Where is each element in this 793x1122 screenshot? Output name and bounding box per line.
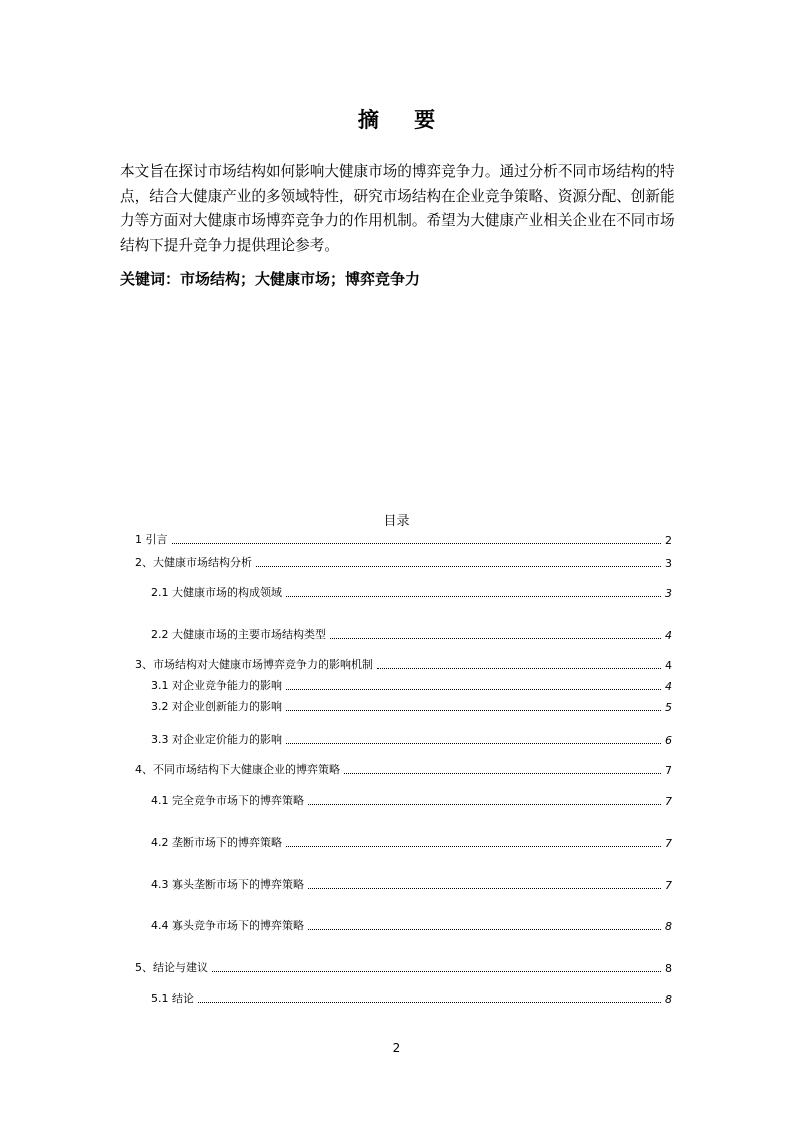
toc-entry-page: 3 [665,587,672,600]
toc-entry-label: 4.3 寡头垄断市场下的博弈策略 [151,878,304,891]
toc-entry-page: 4 [665,659,672,672]
page-number: 2 [392,1041,401,1055]
toc-leader [308,928,661,930]
toc-leader [308,887,661,889]
toc-entry-label: 3、市场结构对大健康市场博弈竞争力的影响机制 [135,658,373,671]
toc-entry-label: 3.2 对企业创新能力的影响 [151,700,282,713]
toc-entry-label: 4.4 寡头竞争市场下的博弈策略 [151,919,304,932]
toc-entry-label: 4、不同市场结构下大健康企业的博弈策略 [135,763,340,776]
toc-leader [212,970,661,972]
toc-entry-page: 8 [665,993,672,1006]
toc-leader [330,637,661,639]
toc-entry[interactable] [151,876,672,892]
toc-entry-label: 2、大健康市场结构分析 [135,556,252,569]
toc-entry-page: 4 [665,680,672,693]
abstract-heading: 摘 要 [357,108,450,132]
toc-entry-page: 7 [665,795,672,808]
toc-leader [286,742,661,744]
toc-entry-label: 5.1 结论 [151,992,194,1005]
toc-entry-label: 2.2 大健康市场的主要市场结构类型 [151,628,326,641]
toc-entry-page: 7 [665,764,672,777]
toc-entry-page: 8 [665,920,672,933]
toc-entry[interactable] [135,656,672,672]
toc-entry-page: 6 [665,734,672,747]
toc-entry[interactable] [151,990,672,1006]
toc-entry-page: 3 [665,557,672,570]
toc-leader [286,845,661,847]
toc-entry[interactable] [151,698,672,714]
toc-entry[interactable] [135,554,672,570]
toc-entry[interactable] [151,626,672,642]
toc-entry-page: 7 [665,837,672,850]
toc-entry-label: 4.2 垄断市场下的博弈策略 [151,836,282,849]
toc-leader [308,803,661,805]
toc-title: 目录 [383,514,410,529]
toc-entry-page: 4 [665,629,672,642]
toc-entry[interactable] [151,834,672,850]
toc-entry-label: 2.1 大健康市场的构成领域 [151,586,282,599]
toc-leader [286,595,661,597]
toc-entry-label: 1 引言 [135,533,168,546]
toc-entry-label: 5、结论与建议 [135,961,208,974]
toc-entry[interactable] [135,531,672,547]
toc-entry[interactable] [151,677,672,693]
toc-entry-label: 4.1 完全竞争市场下的博弈策略 [151,794,304,807]
toc-leader [286,688,661,690]
toc-entry-label: 3.3 对企业定价能力的影响 [151,733,282,746]
toc-entry[interactable] [151,731,672,747]
toc-entry[interactable] [135,761,672,777]
toc-entry-label: 3.1 对企业竞争能力的影响 [151,679,282,692]
toc-entry-page: 7 [665,879,672,892]
toc-leader [172,542,662,544]
abstract-body: 本文旨在探讨市场结构如何影响大健康市场的博弈竞争力。通过分析不同市场结构的特点，结合大健康产业的多领域特性，研究市场结构在企业竞争策略、资源分配、创新能力等方面对大健康市场博弈竞争力的作用机制。希望为大健康产业相关企业在不同市场结构下提升竞争力提供理论参考。 [120,163,675,254]
toc-leader [256,565,661,567]
toc-leader [344,772,661,774]
toc-entry[interactable] [151,917,672,933]
toc-entry[interactable] [151,584,672,600]
keywords: 关键词：市场结构；大健康市场；博弈竞争力 [120,270,421,288]
toc-entry[interactable] [135,959,672,975]
toc-entry[interactable] [151,792,672,808]
toc-leader [377,667,661,669]
toc-entry-page: 5 [665,701,672,714]
toc-entry-page: 8 [665,962,672,975]
toc-leader [286,709,661,711]
toc-leader [198,1001,661,1003]
toc-entry-page: 2 [665,534,672,547]
